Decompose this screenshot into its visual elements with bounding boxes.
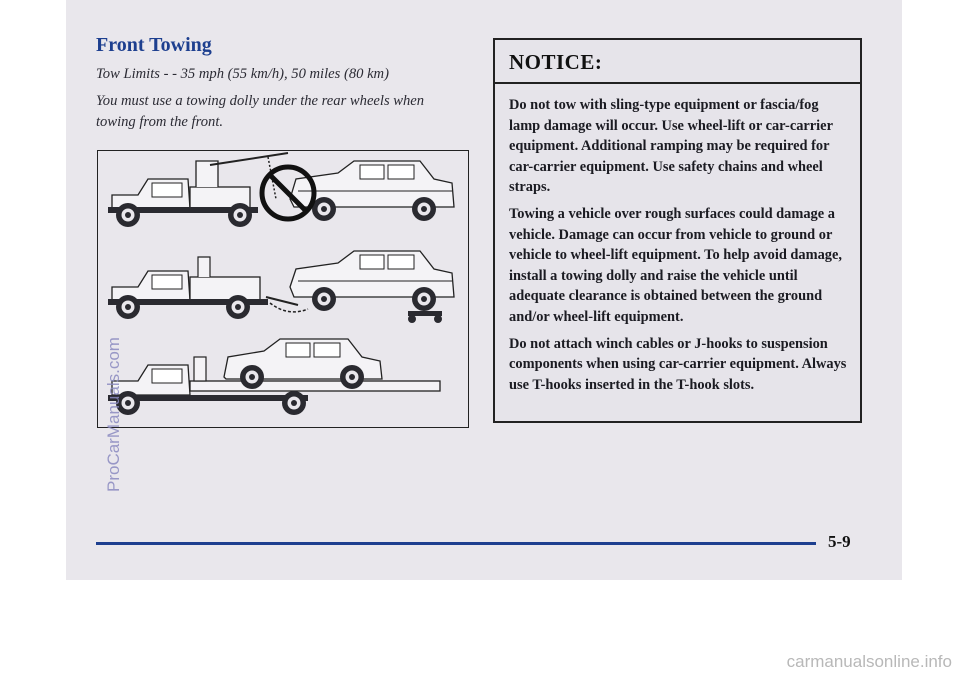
wheel-lift-panel [108, 251, 454, 323]
notice-paragraph: Towing a vehicle over rough surfaces could damage a vehicle. Damage can occur from vehicle to ground or vehicle to wheel-lift equipment. To help avoid damage, install a towing dolly and raise the vehicle until adequate clearance is obtained between the ground and/or wheel-lift equipment. [509, 205, 842, 325]
section-title: Front Towing [96, 34, 212, 56]
notice-heading: NOTICE: [495, 40, 860, 84]
tow-limits-text: Tow Limits - - 35 mph (55 km/h), 50 miles (80 km) [96, 66, 389, 82]
car-carrier-panel [108, 339, 440, 415]
page-number: 5-9 [828, 532, 851, 551]
notice-paragraph: Do not attach winch cables or J-hooks to suspension components when using car-carrier equipment. Always use T-hooks inserted in the T-hook slots. [509, 335, 847, 393]
notice-paragraph: Do not tow with sling-type equipment or fascia/fog lamp damage will occur. Use wheel-lift or car-carrier equipment. Additional ramping may be required for car-carrier equipment. Use safety chains and wheel straps. [509, 97, 833, 196]
side-watermark: ProCarManuals.com [104, 337, 123, 492]
bottom-watermark: carmanualsonline.info [786, 652, 952, 671]
footer-rule [96, 542, 816, 545]
notice-body [495, 84, 860, 395]
towing-illustration-svg [98, 151, 468, 427]
towing-illustration [97, 150, 469, 428]
sling-tow-panel [108, 153, 454, 227]
dolly-note-text: You must use a towing dolly under the rear wheels when towing from the front. [96, 93, 425, 130]
notice-box [493, 38, 862, 423]
